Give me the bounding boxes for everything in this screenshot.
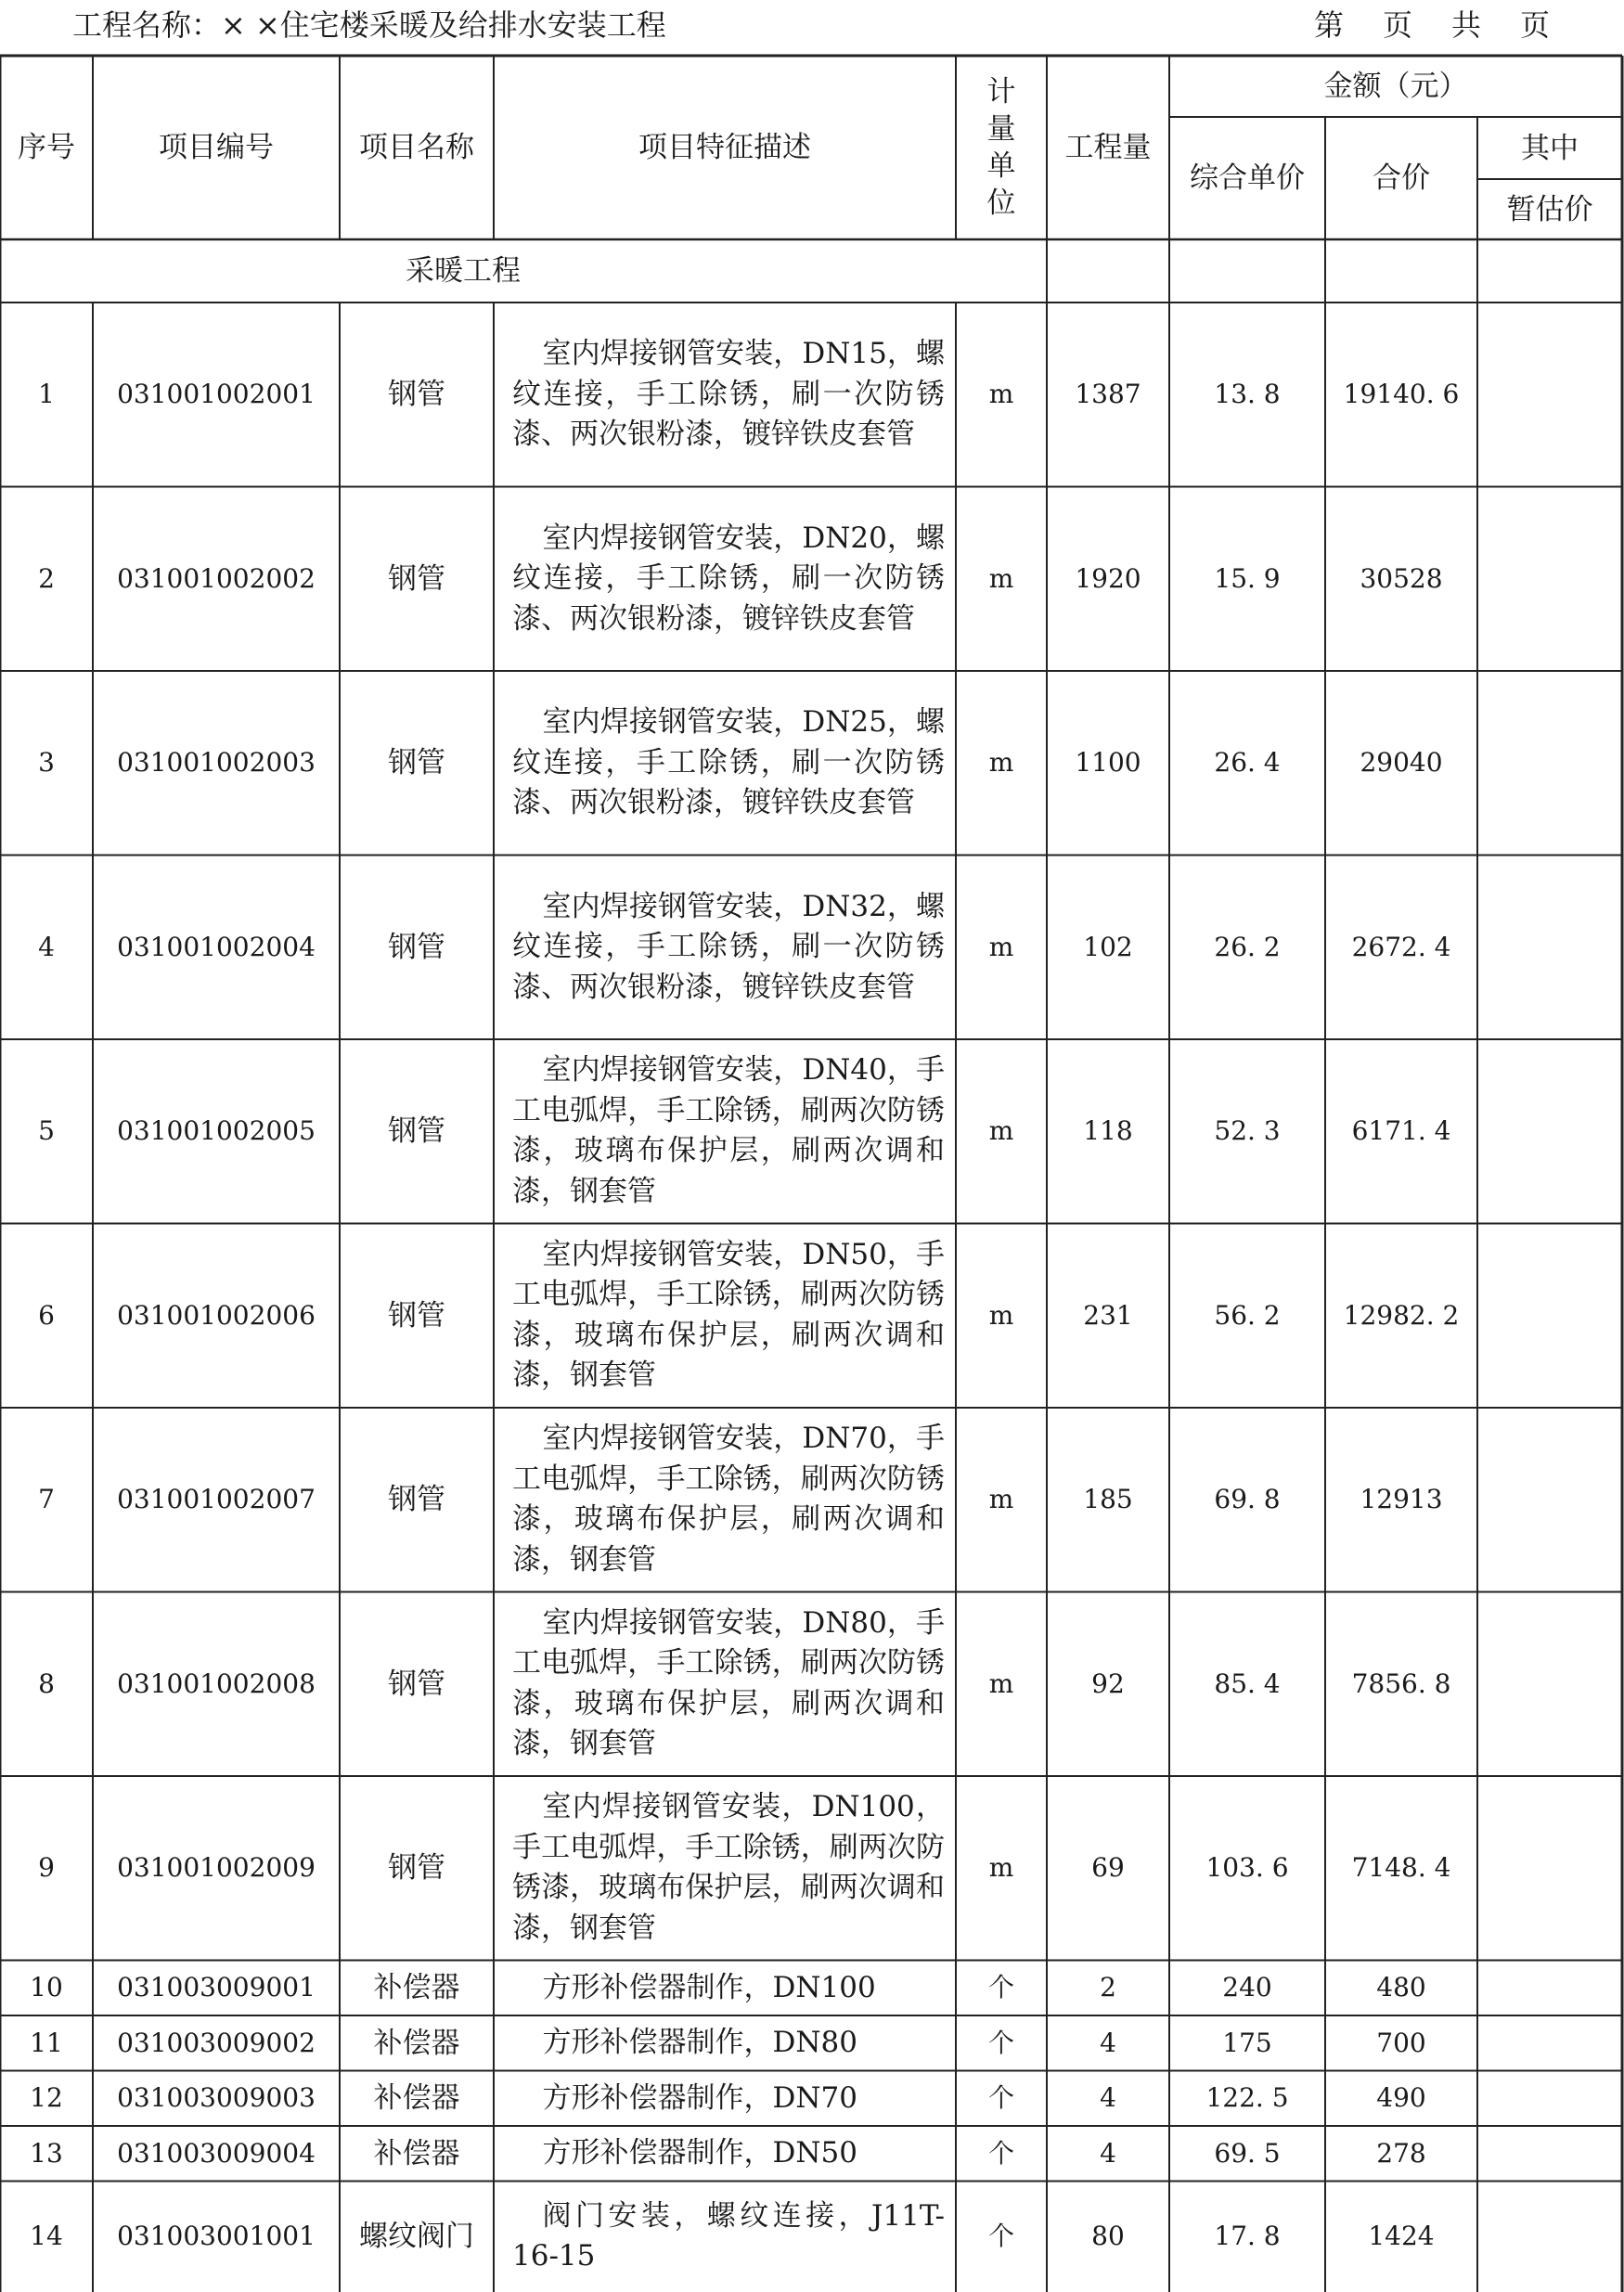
row-total: 19140. 6 (1343, 379, 1460, 410)
row-qty: 69 (1091, 1852, 1125, 1884)
description-text: 方形补偿器制作，DN100 (542, 1970, 876, 2004)
row-desc (494, 1224, 956, 1409)
row-desc (494, 1961, 956, 2016)
row-seq: 4 (38, 931, 55, 962)
row-unit: 个 (987, 1972, 1014, 2003)
col-header-estimate: 暂估价 (1506, 192, 1593, 226)
row-code: 031003009002 (117, 2027, 316, 2058)
row-name: 补偿器 (373, 2136, 460, 2170)
row-qty: 1387 (1075, 379, 1141, 410)
row-name: 钢管 (388, 1483, 445, 1517)
row-seq: 13 (30, 2137, 63, 2169)
row-desc (494, 1776, 956, 1961)
row-unit-price: 175 (1222, 2027, 1272, 2058)
row-desc (494, 1039, 956, 1224)
row-unit-price: 103. 6 (1205, 1852, 1289, 1884)
row-qty: 4 (1100, 2137, 1116, 2169)
page-gong: 共 (1450, 7, 1481, 43)
row-unit: m (988, 1852, 1014, 1884)
row-name: 钢管 (388, 746, 445, 780)
row-desc (494, 2071, 956, 2127)
row-unit: m (988, 1299, 1014, 1331)
row-unit: m (988, 747, 1014, 779)
description-text: 方形补偿器制作，DN50 (542, 2136, 857, 2170)
description-text: 室内焊接钢管安装，DN32，螺纹连接，手工除锈，刷一次防锈漆、两次银粉漆，镀锌铁皮套管 (512, 889, 945, 1004)
row-seq: 8 (38, 1667, 55, 1699)
row-code: 031001002008 (117, 1667, 316, 1699)
row-seq: 5 (38, 1115, 55, 1147)
row-total: 7148. 4 (1351, 1852, 1451, 1884)
row-name: 补偿器 (373, 2026, 460, 2060)
description-text: 阀门安装，螺纹连接，J11T-16-15 (512, 2198, 945, 2273)
row-seq: 9 (38, 1852, 55, 1884)
row-code: 031001002002 (117, 562, 316, 594)
row-name: 补偿器 (373, 1971, 460, 2005)
row-unit: m (988, 1667, 1014, 1699)
row-seq: 2 (38, 562, 55, 594)
row-code: 031003009001 (117, 1972, 316, 2003)
row-qty: 80 (1091, 2221, 1125, 2252)
row-code: 031001002007 (117, 1484, 316, 1515)
row-unit-price: 17. 8 (1214, 2221, 1281, 2252)
row-unit: m (988, 1115, 1014, 1147)
row-name: 螺纹阀门 (359, 2220, 474, 2254)
page-di: 第 (1313, 7, 1344, 43)
row-qty: 185 (1083, 1484, 1133, 1515)
col-header-among: 其中 (1521, 131, 1579, 165)
row-qty: 4 (1100, 2027, 1116, 2058)
row-seq: 7 (38, 1484, 55, 1515)
row-qty: 1100 (1075, 747, 1141, 779)
description-text: 室内焊接钢管安装，DN20，螺纹连接，手工除锈，刷一次防锈漆、两次银粉漆，镀锌铁皮套管 (512, 521, 945, 636)
row-name: 钢管 (388, 561, 445, 596)
row-unit-price: 15. 9 (1214, 562, 1281, 594)
row-total: 490 (1376, 2082, 1426, 2114)
col-header-total: 合价 (1373, 161, 1430, 195)
description-text: 室内焊接钢管安装，DN80，手工电弧焊，手工除锈，刷两次防锈漆，玻璃布保护层，刷两次调和漆，钢套管 (512, 1605, 945, 1761)
row-unit-price: 240 (1222, 1972, 1272, 2003)
row-name: 钢管 (388, 378, 445, 412)
section-title: 采暖工程 (406, 254, 521, 288)
row-desc (494, 1592, 956, 1777)
row-seq: 6 (38, 1299, 55, 1331)
row-code: 031001002009 (117, 1852, 316, 1884)
row-qty: 2 (1100, 1972, 1116, 2003)
row-unit: 个 (987, 2082, 1014, 2114)
row-seq: 12 (30, 2082, 63, 2114)
row-total: 12913 (1360, 1484, 1443, 1515)
row-desc (494, 2015, 956, 2071)
description-text: 室内焊接钢管安装，DN25，螺纹连接，手工除锈，刷一次防锈漆、两次银粉漆，镀锌铁皮套管 (512, 705, 945, 819)
row-seq: 14 (30, 2221, 63, 2252)
row-name: 钢管 (388, 1851, 445, 1886)
row-qty: 1920 (1075, 562, 1141, 594)
row-qty: 4 (1100, 2082, 1116, 2114)
row-code: 031001002006 (117, 1299, 316, 1331)
row-name: 钢管 (388, 1667, 445, 1701)
row-seq: 3 (38, 747, 55, 779)
row-code: 031003001001 (117, 2221, 316, 2252)
row-code: 031001002003 (117, 747, 316, 779)
row-code: 031003009003 (117, 2082, 316, 2114)
row-total: 6171. 4 (1351, 1115, 1451, 1147)
row-total: 700 (1376, 2027, 1426, 2058)
col-header-desc: 项目特征描述 (638, 131, 811, 164)
row-unit-price: 13. 8 (1214, 379, 1281, 410)
row-unit: m (988, 379, 1014, 410)
row-desc (494, 487, 956, 672)
row-unit: m (988, 1484, 1014, 1515)
row-desc (494, 1408, 956, 1592)
row-total: 12982. 2 (1343, 1299, 1460, 1331)
page-ye-1: 页 (1382, 7, 1412, 43)
row-total: 2672. 4 (1351, 931, 1451, 962)
row-seq: 10 (30, 1972, 63, 2003)
row-unit-price: 26. 2 (1214, 931, 1281, 962)
row-seq: 11 (30, 2027, 63, 2058)
row-unit-price: 26. 4 (1214, 747, 1281, 779)
row-unit-price: 69. 8 (1214, 1484, 1281, 1515)
row-unit-price: 122. 5 (1205, 2082, 1289, 2114)
col-header-code: 项目编号 (159, 131, 274, 164)
row-qty: 102 (1083, 931, 1133, 962)
row-seq: 1 (38, 379, 55, 410)
row-total: 278 (1376, 2137, 1426, 2169)
row-qty: 231 (1083, 1299, 1133, 1331)
row-code: 031001002004 (117, 931, 316, 962)
row-unit-price: 69. 5 (1214, 2137, 1281, 2169)
col-header-seq: 序号 (18, 131, 75, 164)
row-desc (494, 2182, 956, 2292)
row-desc (494, 671, 956, 856)
col-header-qty: 工程量 (1064, 131, 1152, 164)
row-name: 补偿器 (373, 2081, 460, 2116)
row-unit: m (988, 562, 1014, 594)
col-header-unit-price: 综合单价 (1190, 161, 1305, 195)
row-name: 钢管 (388, 1298, 445, 1333)
row-unit: 个 (987, 2137, 1014, 2169)
page-ye-2: 页 (1519, 7, 1550, 43)
description-text: 方形补偿器制作，DN80 (542, 2026, 857, 2059)
row-desc (494, 303, 956, 487)
row-code: 031001002005 (117, 1115, 316, 1147)
row-qty: 118 (1083, 1115, 1133, 1147)
col-header-amount: 金额（元） (1323, 70, 1468, 103)
description-text: 室内焊接钢管安装，DN100，手工电弧焊，手工除锈，刷两次防锈漆，玻璃布保护层，刷两次调和漆，钢套管 (512, 1790, 945, 1945)
row-total: 480 (1376, 1972, 1426, 2003)
description-text: 室内焊接钢管安装，DN40，手工电弧焊，手工除锈，刷两次防锈漆，玻璃布保护层，刷两次调和漆，钢套管 (512, 1053, 945, 1208)
row-unit: m (988, 931, 1014, 962)
project-name: 工程名称：× ×住宅楼采暖及给排水安装工程 (72, 7, 666, 43)
col-header-unit: 计量单位 (986, 75, 1016, 220)
row-total: 30528 (1360, 562, 1443, 594)
description-text: 室内焊接钢管安装，DN15，螺纹连接，手工除锈，刷一次防锈漆、两次银粉漆，镀锌铁皮套管 (512, 337, 945, 451)
row-total: 29040 (1360, 747, 1443, 779)
row-total: 7856. 8 (1351, 1667, 1451, 1699)
description-text: 室内焊接钢管安装，DN50，手工电弧焊，手工除锈，刷两次防锈漆，玻璃布保护层，刷两次调和漆，钢套管 (512, 1237, 945, 1393)
col-header-name: 项目名称 (359, 131, 474, 164)
row-unit-price: 56. 2 (1214, 1299, 1281, 1331)
row-name: 钢管 (388, 1114, 445, 1149)
row-name: 钢管 (388, 930, 445, 964)
row-code: 031003009004 (117, 2137, 316, 2169)
row-total: 1424 (1368, 2221, 1435, 2252)
row-unit: 个 (987, 2027, 1014, 2058)
row-code: 031001002001 (117, 379, 316, 410)
row-qty: 92 (1091, 1667, 1125, 1699)
row-unit-price: 52. 3 (1214, 1115, 1281, 1147)
description-text: 方形补偿器制作，DN70 (542, 2080, 857, 2115)
row-desc (494, 856, 956, 1040)
row-desc (494, 2126, 956, 2182)
row-unit-price: 85. 4 (1214, 1667, 1281, 1699)
row-unit: 个 (987, 2221, 1014, 2252)
description-text: 室内焊接钢管安装，DN70，手工电弧焊，手工除锈，刷两次防锈漆，玻璃布保护层，刷两次调和漆，钢套管 (512, 1422, 945, 1577)
